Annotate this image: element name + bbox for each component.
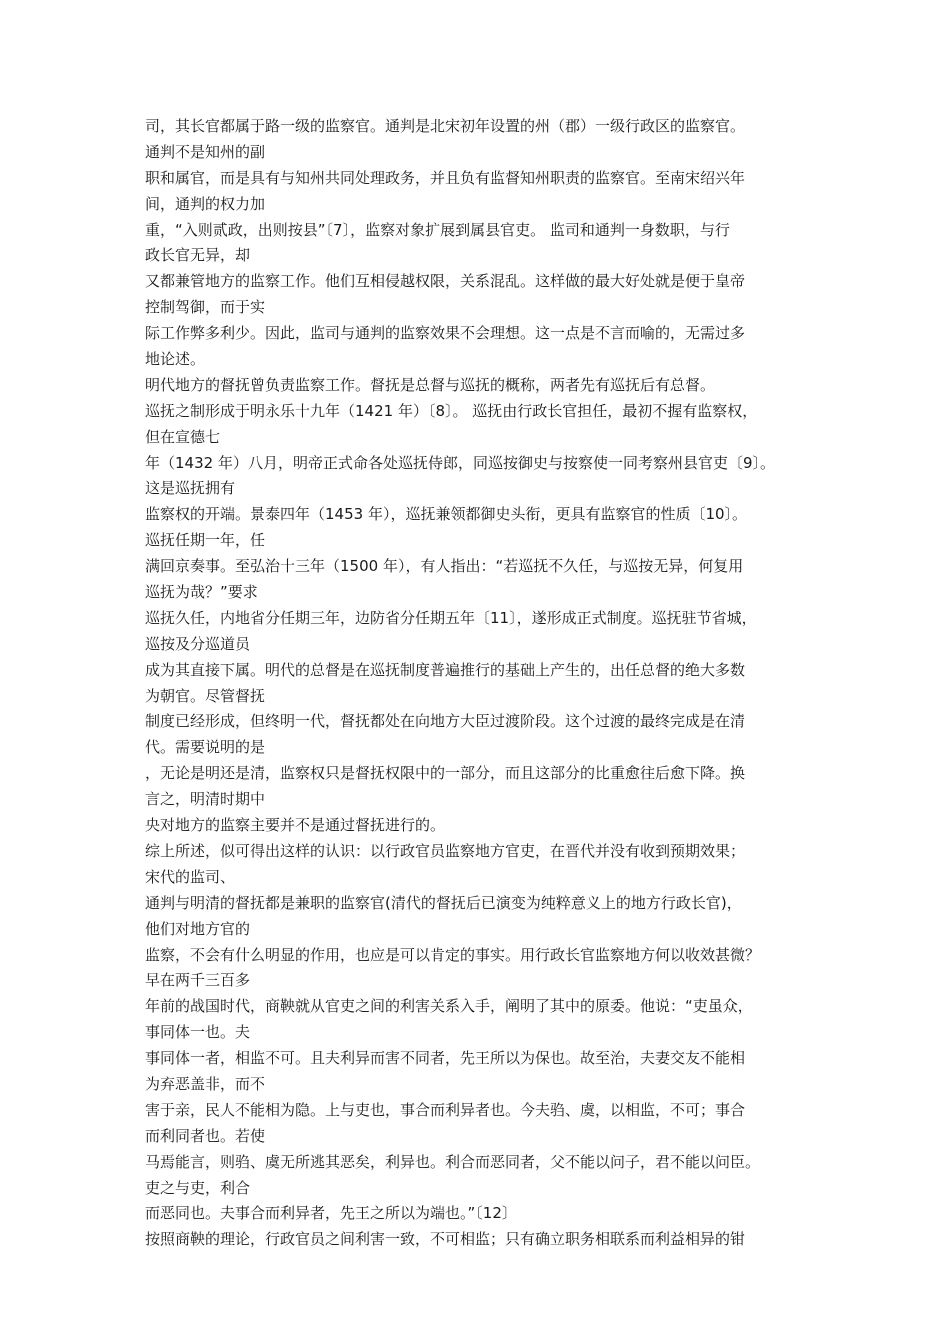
text-line: 重，“入则贰政，出则按县”〔7〕，监察对象扩展到属县官吏。 监司和通判一身数职，与行 (145, 220, 730, 239)
text-line: 事同体一者，相监不可。且夫利异而害不同者，先王所以为保也。故至治，夫妻交友不能相 (145, 1049, 746, 1068)
text-line: 政长官无异，却 (145, 246, 251, 265)
text-line: 通判不是知州的副 (145, 142, 266, 161)
text-line: 吏之与吏，利合 (145, 1178, 251, 1197)
text-line: 为弃恶盖非，而不 (145, 1074, 266, 1093)
text-line: 这是巡抚拥有 (145, 479, 236, 498)
text-line: ，无论是明还是清，监察权只是督抚权限中的一部分，而且这部分的比重愈往后愈下降。换 (145, 764, 746, 783)
text-line: 控制驾御，而于实 (145, 298, 266, 317)
text-line: 地论述。 (145, 350, 206, 369)
text-line: 事同体一也。夫 (145, 1023, 251, 1042)
text-line: 巡按及分巡道员 (145, 634, 251, 653)
text-line: 成为其直接下属。明代的总督是在巡抚制度普遍推行的基础上产生的，出任总督的绝大多数 (145, 660, 746, 679)
text-line: 又都兼管地方的监察工作。他们互相侵越权限，关系混乱。这样做的最大好处就是便于皇帝 (145, 272, 746, 291)
text-line: 制度已经形成，但终明一代，督抚都处在向地方大臣过渡阶段。这个过渡的最终完成是在清 (145, 712, 746, 731)
text-line: 宋代的监司、 (145, 867, 236, 886)
text-line: 满回京奏事。至弘治十三年（1500 年），有人指出：“若巡抚不久任，与巡按无异，何复用 (145, 557, 744, 576)
text-line: 职和属官，而是具有与知州共同处理政务，并且负有监督知州职责的监察官。至南宋绍兴年 (145, 168, 746, 187)
text-line: 按照商鞅的理论，行政官员之间利害一致，不可相监；只有确立职务相联系而利益相异的钳 (145, 1230, 746, 1249)
text-line: 他们对地方官的 (145, 919, 251, 938)
text-line: 巡抚为哉？”要求 (145, 583, 258, 602)
text-line: 通判与明清的督抚都是兼职的监察官(清代的督抚后已演变为纯粹意义上的地方行政长官)， (145, 893, 742, 912)
document-body (145, 114, 810, 1253)
text-line: 央对地方的监察主要并不是通过督抚进行的。 (145, 816, 446, 835)
text-line: 害于亲，民人不能相为隐。上与吏也，事合而利异者也。今夫驺、虞，以相监，不可；事合 (145, 1100, 746, 1119)
text-line: 为朝官。尽管督抚 (145, 686, 266, 705)
text-line: 监察，不会有什么明显的作用，也应是可以肯定的事实。用行政长官监察地方何以收效甚微？ (145, 945, 761, 964)
text-line: 综上所述，似可得出这样的认识：以行政官员监察地方官吏，在晋代并没有收到预期效果； (145, 841, 746, 860)
text-line: 司，其长官都属于路一级的监察官。通判是北宋初年设置的州（郡）一级行政区的监察官。 (145, 117, 746, 135)
text-line: 明代地方的督抚曾负责监察工作。督抚是总督与巡抚的概称，两者先有巡抚后有总督。 (145, 375, 716, 394)
text-line: 际工作弊多利少。因此，监司与通判的监察效果不会理想。这一点是不言而喻的，无需过多 (145, 324, 746, 343)
text-line: 间，通判的权力加 (145, 194, 266, 213)
text-line: 年前的战国时代，商鞅就从官吏之间的利害关系入手，阐明了其中的原委。他说：“吏虽众， (145, 997, 753, 1016)
text-line: 言之，明清时期中 (145, 790, 266, 809)
text-line: 巡抚之制形成于明永乐十九年（1421 年）〔8〕。 巡抚由行政长官担任，最初不握有监察权， (145, 401, 758, 420)
text-line: 马焉能言，则驺、虞无所逃其恶矣，利异也。利合而恶同者，父不能以问子，君不能以问臣。 (145, 1152, 761, 1171)
text-line: 巡抚任期一年，任 (145, 531, 266, 550)
text-line: 年（1432 年）八月，明帝正式命各处巡抚侍郎，同巡按御史与按察使一同考察州县官吏〔9〕。 (145, 453, 775, 472)
text-line: 但在宣德七 (145, 427, 221, 446)
text-line: 代。需要说明的是 (145, 738, 266, 757)
text-line: 监察权的开端。景泰四年（1453 年），巡抚兼领都御史头衔，更具有监察官的性质〔10〕。 (145, 505, 748, 524)
text-line: 巡抚久任，内地省分任期三年，边防省分任期五年〔11〕，遂形成正式制度。巡抚驻节省城， (145, 608, 757, 627)
text-line: 早在两千三百多 (145, 971, 251, 990)
text-line: 而利同者也。若使 (145, 1126, 266, 1145)
text-line: 而恶同也。夫事合而利异者，先王之所以为端也。”〔12〕 (145, 1204, 517, 1223)
